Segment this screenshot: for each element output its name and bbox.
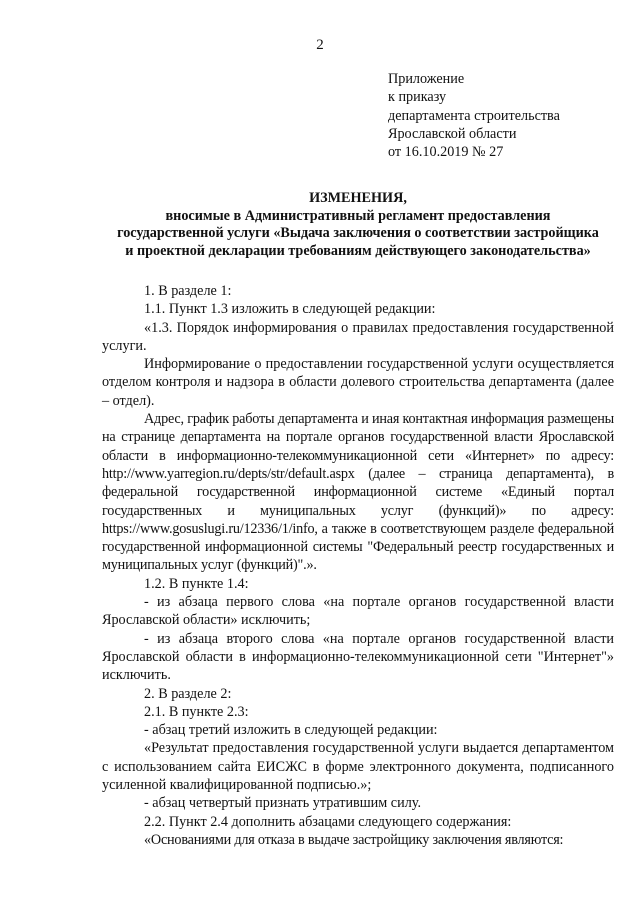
paragraph: Информирование о предоставлении государственной услуги осуществляется отделом контроля и надзора в области долевого строительства департамента (далее – отдел).: [102, 356, 614, 409]
paragraph: «Результат предоставления государственной услуги выдается департаментом с использованием сайта ЕИСЖС в форме электронного документа, подписанного усиленной квалифицированной подписью.»;: [102, 740, 614, 794]
title-line: ИЗМЕНЕНИЯ,: [309, 190, 407, 206]
appendix-line: от 16.10.2019 № 27: [388, 144, 504, 161]
appendix-line: Ярославской области: [388, 125, 517, 142]
title-line: и проектной декларации требованиям действующего законодательства»: [125, 242, 591, 259]
paragraph: 1.2. В пункте 1.4:: [144, 575, 249, 592]
title-line: государственной услуги «Выдача заключения о соответствии застройщика: [117, 225, 599, 242]
appendix-line: департамента строительства: [388, 107, 560, 124]
appendix-header: [388, 70, 628, 161]
appendix-line: к приказу: [388, 89, 447, 106]
paragraph: 2. В разделе 2:: [144, 685, 232, 702]
document-title: [102, 190, 614, 260]
paragraph: - из абзаца первого слова «на портале органов государственной власти Ярославской области» исключить;: [102, 594, 614, 629]
paragraph: 1.1. Пункт 1.3 изложить в следующей редакции:: [144, 301, 436, 318]
paragraph: 2.1. В пункте 2.3:: [144, 703, 249, 720]
paragraph: Адрес, график работы департамента и иная контактная информация размещены на странице департамента на портале органов государственной власти Ярославской области в информационно-телекоммуникационной сети «Интернет» по адресу: http://www.yarregion.ru/depts/str/default.aspx (далее – страница департамента), в федеральной государственной информационной системе «Единый портал государственных и муниципальных услуг (функций)» по адресу: https://www.gosuslugi.ru/12336/1/info, а также в соответствующем разделе федеральной государственной информационной системы "Федеральный реестр государственных и муниципальных услуг (функций)".».: [102, 411, 614, 574]
paragraph: 1. В разделе 1:: [144, 283, 232, 299]
title-line: вносимые в Административный регламент предоставления: [165, 207, 551, 224]
page-number: 2: [316, 37, 324, 53]
paragraph: 2.2. Пункт 2.4 дополнить абзацами следующего содержания:: [144, 813, 512, 830]
paragraph: - из абзаца второго слова «на портале органов государственной власти Ярославской области в информационно-телекоммуникационной сети "Интернет"» исключить.: [102, 630, 614, 684]
paragraph: - абзац третий изложить в следующей редакции:: [144, 722, 438, 739]
paragraph: «Основаниями для отказа в выдаче застройщику заключения являются:: [144, 831, 564, 848]
paragraph: - абзац четвертый признать утратившим силу.: [144, 795, 421, 812]
paragraph: «1.3. Порядок информирования о правилах предоставления государственной услуги.: [102, 319, 614, 354]
document-body: [102, 282, 614, 849]
appendix-line: Приложение: [388, 71, 465, 87]
